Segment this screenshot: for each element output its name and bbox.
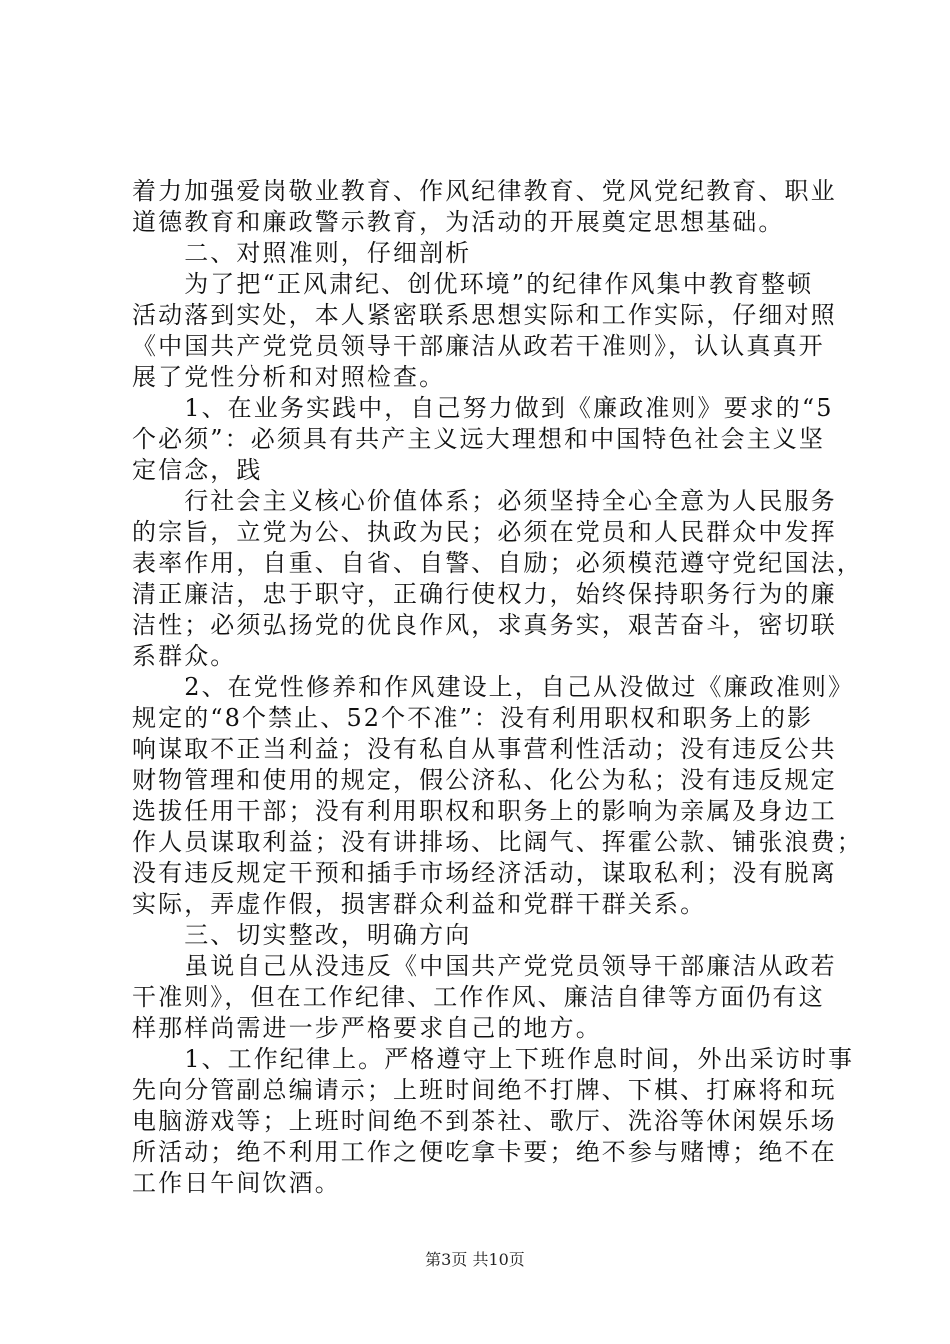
text-line: 个必须”：必须具有共产主义远大理想和中国特色社会主义坚: [132, 425, 825, 453]
section-heading: 三、切实整改，明确方向: [132, 921, 472, 949]
text-line: 干准则》，但在工作纪律、工作作风、廉洁自律等方面仍有这: [132, 983, 825, 1011]
text-line: 财物管理和使用的规定，假公济私、化公为私；没有违反规定: [132, 766, 837, 794]
text-line: 先向分管副总编请示；上班时间绝不打牌、下棋、打麻将和玩: [132, 1076, 837, 1104]
text-line: 没有违反规定干预和插手市场经济活动，谋取私利；没有脱离: [132, 859, 837, 887]
text-line: 表率作用，自重、自省、自警、自励；必须模范遵守党纪国法，: [132, 549, 863, 577]
text-line: 《中国共产党党员领导干部廉洁从政若干准则》，认认真真开: [132, 332, 825, 360]
text-line: 定信念，践: [132, 456, 263, 484]
text-line: 虽说自己从没违反《中国共产党党员领导干部廉洁从政若: [132, 952, 837, 980]
text-line: 行社会主义核心价值体系；必须坚持全心全意为人民服务: [132, 487, 837, 515]
text-line: 活动落到实处，本人紧密联系思想实际和工作实际，仔细对照: [132, 301, 837, 329]
text-line: 1、在业务实践中，自己努力做到《廉政准则》要求的“5: [132, 394, 834, 422]
text-line: 洁性；必须弘扬党的优良作风，求真务实，艰苦奋斗，密切联: [132, 611, 837, 639]
text-line: 响谋取不正当利益；没有私自从事营利性活动；没有违反公共: [132, 735, 837, 763]
text-line: 电脑游戏等；上班时间绝不到茶社、歌厅、洗浴等休闲娱乐场: [132, 1107, 837, 1135]
page-footer: 第3页 共10页: [425, 1250, 525, 1269]
text-line: 所活动；绝不利用工作之便吃拿卡要；绝不参与赌博；绝不在: [132, 1138, 837, 1166]
text-line: 作人员谋取利益；没有讲排场、比阔气、挥霍公款、铺张浪费；: [132, 828, 863, 856]
text-line: 2、在党性修养和作风建设上，自己从没做过《廉政准则》: [132, 673, 855, 701]
text-line: 的宗旨，立党为公、执政为民；必须在党员和人民群众中发挥: [132, 518, 837, 546]
text-line: 样那样尚需进一步严格要求自己的地方。: [132, 1014, 602, 1042]
text-line: 实际，弄虚作假，损害群众利益和党群干群关系。: [132, 890, 707, 918]
text-line: 展了党性分析和对照检查。: [132, 363, 446, 391]
section-heading: 二、对照准则，仔细剖析: [132, 239, 472, 267]
text-line: 着力加强爱岗敬业教育、作风纪律教育、党风党纪教育、职业: [132, 177, 837, 205]
text-line: 道德教育和廉政警示教育，为活动的开展奠定思想基础。: [132, 208, 785, 236]
body-text: [132, 176, 863, 1199]
text-line: 为了把“正风肃纪、创优环境”的纪律作风集中教育整顿: [132, 270, 814, 298]
text-line: 1、工作纪律上。严格遵守上下班作息时间，外出采访时事: [132, 1045, 855, 1073]
text-line: 工作日午间饮酒。: [132, 1169, 341, 1197]
text-line: 规定的“8个禁止、52个不准”：没有利用职权和职务上的影: [132, 704, 814, 732]
text-line: 系群众。: [132, 642, 237, 670]
text-line: 选拔任用干部；没有利用职权和职务上的影响为亲属及身边工: [132, 797, 837, 825]
text-line: 清正廉洁，忠于职守，正确行使权力，始终保持职务行为的廉: [132, 580, 837, 608]
